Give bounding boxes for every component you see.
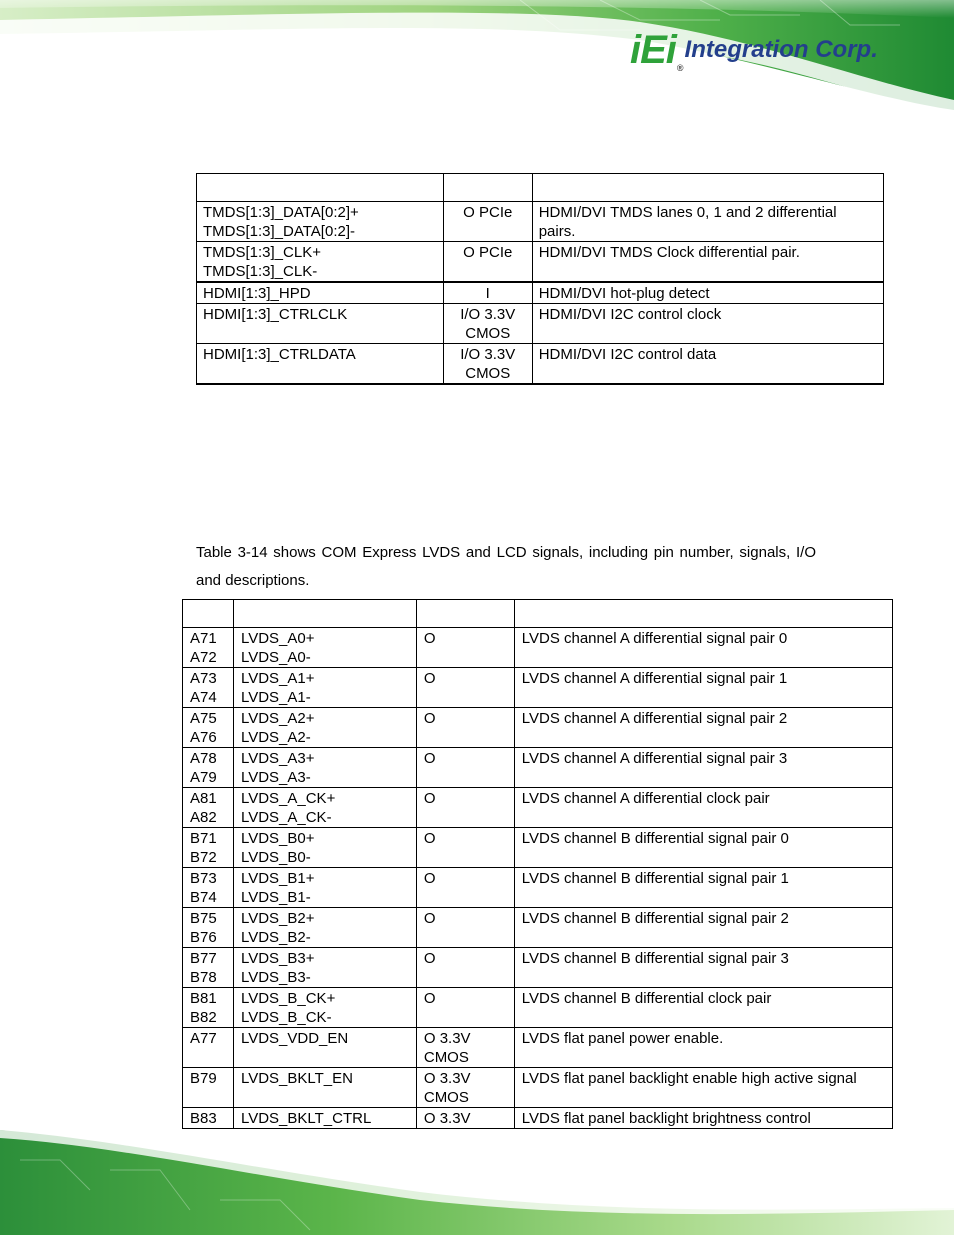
io-cell: I/O 3.3V CMOS (443, 344, 532, 385)
pin-cell: B83 (183, 1108, 234, 1129)
io-cell: O (416, 908, 514, 948)
table-row (183, 1028, 893, 1068)
table-row (183, 828, 893, 868)
pin-cell: A77 (183, 1028, 234, 1068)
signal-cell: LVDS_BKLT_EN (233, 1068, 416, 1108)
io-cell: O (416, 748, 514, 788)
table-row (197, 304, 884, 344)
logo-mark: iEi (630, 27, 676, 72)
pin-cell: B73 B74 (183, 868, 234, 908)
table-row (183, 708, 893, 748)
table-row (183, 1068, 893, 1108)
header-cell-io (416, 600, 514, 628)
description-cell: HDMI/DVI I2C control clock (532, 304, 883, 344)
signal-cell: LVDS_B0+ LVDS_B0- (233, 828, 416, 868)
header-cell-description (532, 174, 883, 202)
signal-cell: HDMI[1:3]_CTRLDATA (197, 344, 444, 385)
io-cell: I (443, 282, 532, 304)
io-cell: O (416, 628, 514, 668)
table-row (183, 1108, 893, 1129)
table-row (183, 628, 893, 668)
io-cell: O 3.3V CMOS (416, 1068, 514, 1108)
io-cell: O PCIe (443, 202, 532, 242)
signal-cell: TMDS[1:3]_DATA[0:2]+ TMDS[1:3]_DATA[0:2]- (197, 202, 444, 242)
description-cell: LVDS flat panel power enable. (514, 1028, 892, 1068)
description-cell: LVDS channel B differential signal pair 0 (514, 828, 892, 868)
signal-cell: LVDS_VDD_EN (233, 1028, 416, 1068)
io-cell: O (416, 948, 514, 988)
pin-cell: A73 A74 (183, 668, 234, 708)
pin-cell: A71 A72 (183, 628, 234, 668)
header-cell-pin (183, 600, 234, 628)
signal-cell: LVDS_A0+ LVDS_A0- (233, 628, 416, 668)
description-cell: LVDS channel B differential signal pair 2 (514, 908, 892, 948)
description-cell: LVDS channel A differential signal pair 0 (514, 628, 892, 668)
pin-cell: B81 B82 (183, 988, 234, 1028)
signal-cell: HDMI[1:3]_CTRLCLK (197, 304, 444, 344)
pin-cell: A78 A79 (183, 748, 234, 788)
signal-cell: TMDS[1:3]_CLK+ TMDS[1:3]_CLK- (197, 242, 444, 283)
pin-cell: A75 A76 (183, 708, 234, 748)
header-cell-io (443, 174, 532, 202)
table-row (197, 344, 884, 385)
pin-cell: A81 A82 (183, 788, 234, 828)
lvds-signal-table (182, 599, 893, 1129)
io-cell: O (416, 868, 514, 908)
io-cell: O (416, 988, 514, 1028)
pin-cell: B79 (183, 1068, 234, 1108)
header-cell-signal (197, 174, 444, 202)
table-row (197, 282, 884, 304)
signal-cell: LVDS_BKLT_CTRL (233, 1108, 416, 1129)
description-cell: HDMI/DVI hot-plug detect (532, 282, 883, 304)
signal-cell: LVDS_B3+ LVDS_B3- (233, 948, 416, 988)
table-row (183, 948, 893, 988)
registered-mark-icon: ® (676, 62, 683, 73)
description-cell: LVDS channel A differential signal pair 1 (514, 668, 892, 708)
pin-cell: B77 B78 (183, 948, 234, 988)
description-cell: LVDS channel A differential signal pair 2 (514, 708, 892, 748)
footer-banner (0, 1130, 954, 1235)
signal-cell: LVDS_B_CK+ LVDS_B_CK- (233, 988, 416, 1028)
table-row (183, 748, 893, 788)
signal-cell: HDMI[1:3]_HPD (197, 282, 444, 304)
company-logo (630, 28, 878, 72)
pin-cell: B75 B76 (183, 908, 234, 948)
description-cell: LVDS channel A differential signal pair 3 (514, 748, 892, 788)
io-cell: O (416, 708, 514, 748)
header-cell-description (514, 600, 892, 628)
signal-cell: LVDS_A1+ LVDS_A1- (233, 668, 416, 708)
description-cell: HDMI/DVI I2C control data (532, 344, 883, 385)
io-cell: O 3.3V CMOS (416, 1028, 514, 1068)
io-cell: O (416, 668, 514, 708)
table-row (183, 868, 893, 908)
table-row (183, 788, 893, 828)
table-row (197, 202, 884, 242)
table-header-row (197, 174, 884, 202)
pin-cell: B71 B72 (183, 828, 234, 868)
header-cell-signal (233, 600, 416, 628)
logo-text: Integration Corp. (684, 36, 878, 63)
table-row (183, 668, 893, 708)
description-cell: LVDS channel B differential clock pair (514, 988, 892, 1028)
table-row (197, 242, 884, 283)
description-cell: HDMI/DVI TMDS Clock differential pair. (532, 242, 883, 283)
hdmi-signal-table (196, 173, 884, 385)
table-row (183, 908, 893, 948)
description-cell: LVDS channel B differential signal pair 3 (514, 948, 892, 988)
description-cell: LVDS flat panel backlight enable high active signal (514, 1068, 892, 1108)
description-cell: LVDS channel A differential clock pair (514, 788, 892, 828)
signal-cell: LVDS_A_CK+ LVDS_A_CK- (233, 788, 416, 828)
io-cell: O PCIe (443, 242, 532, 283)
signal-cell: LVDS_A3+ LVDS_A3- (233, 748, 416, 788)
description-cell: HDMI/DVI TMDS lanes 0, 1 and 2 differential pairs. (532, 202, 883, 242)
io-cell: O 3.3V (416, 1108, 514, 1129)
io-cell: O (416, 788, 514, 828)
signal-cell: LVDS_B2+ LVDS_B2- (233, 908, 416, 948)
table-row (183, 988, 893, 1028)
description-cell: LVDS channel B differential signal pair 1 (514, 868, 892, 908)
table-header-row (183, 600, 893, 628)
body-paragraph: Table 3-14 shows COM Express LVDS and LCD signals, including pin number, signals, I/O and descriptions. (196, 544, 816, 589)
signal-cell: LVDS_B1+ LVDS_B1- (233, 868, 416, 908)
signal-cell: LVDS_A2+ LVDS_A2- (233, 708, 416, 748)
description-cell: LVDS flat panel backlight brightness control (514, 1108, 892, 1129)
io-cell: O (416, 828, 514, 868)
io-cell: I/O 3.3V CMOS (443, 304, 532, 344)
